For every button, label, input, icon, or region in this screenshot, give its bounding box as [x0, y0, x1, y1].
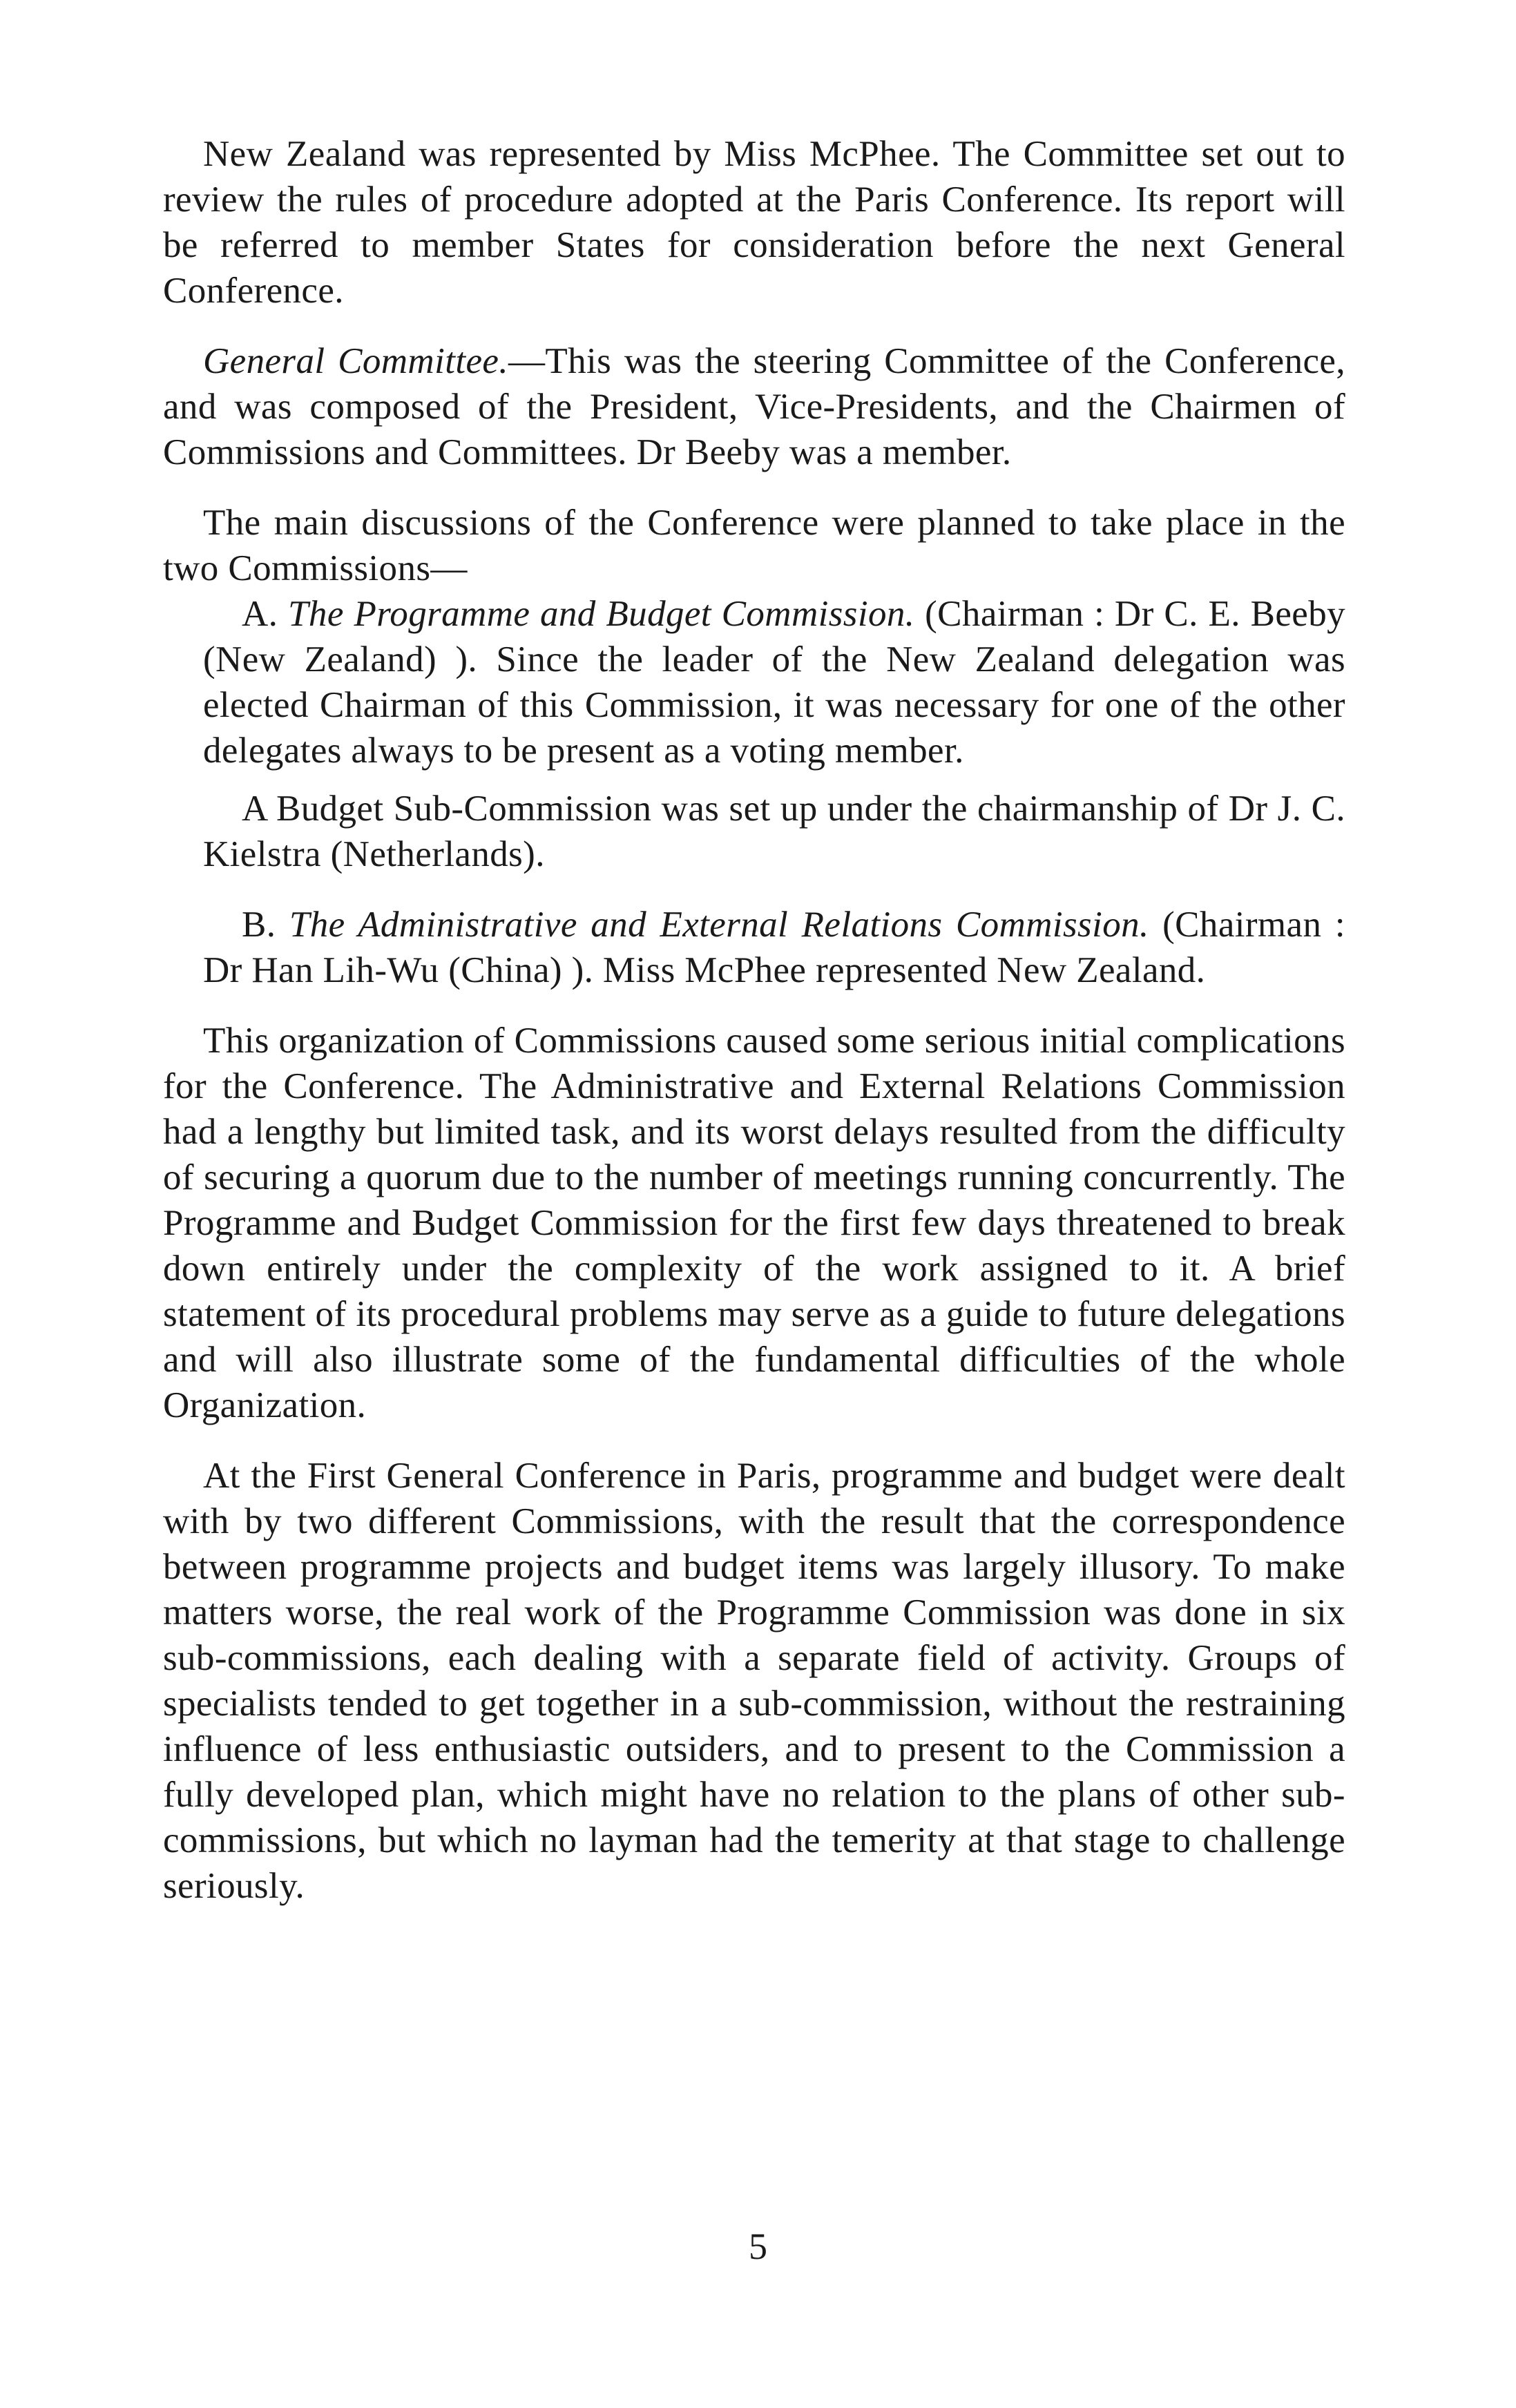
programme-commission-text: (Chairman : Dr C. E. Beeby (New Zealand) ). Since the leader of the New Zealand delegation was elected Chairman of this Commission, it was necessary for one of the other delegates always to be present as a voting member.	[203, 594, 1345, 771]
paragraph-committee-rules: New Zealand was represented by Miss McPhee. The Committee set out to review the rules of procedure adopted at the Paris Conference. Its report will be referred to member States for consideration before the next General Conference.	[163, 134, 1345, 311]
paragraph-administrative-commission	[163, 902, 1345, 993]
programme-commission-title: The Programme and Budget Commission.	[288, 594, 915, 634]
item-a-label: A.	[242, 594, 289, 634]
administrative-commission-title: The Administrative and External Relations Commission.	[289, 905, 1149, 945]
general-committee-heading: General Committee.	[203, 341, 508, 381]
paragraph-general-committee	[163, 338, 1345, 475]
general-committee-text: —This was the steering Committee of the Conference, and was composed of the President, Vice-Presidents, and the Chairmen of Commissions and Committees. Dr Beeby was a member.	[163, 341, 1345, 472]
document-page	[163, 131, 1345, 1909]
paragraph-organization-complications: This organization of Commissions caused some serious initial complications for the Conference. The Administrative and External Relations Commission had a lengthy but limited task, and its worst delays resulted from the difficulty of securing a quorum due to the number of meetings running concurrently. The Programme and Budget Commission for the first few days threatened to break down entirely under the complexity of the work assigned to it. A brief statement of its procedural problems may serve as a guide to future delegations and will also illustrate some of the fundamental difficulties of the whole Organization.	[163, 1021, 1345, 1425]
administrative-commission-text: (Chairman : Dr Han Lih-Wu (China) ). Miss McPhee represented New Zealand.	[203, 905, 1345, 990]
page-number: 5	[749, 2226, 767, 2267]
paragraph-budget-subcommission: A Budget Sub-Commission was set up under the chairmanship of Dr J. C. Kielstra (Netherlands).	[203, 789, 1345, 874]
paragraph-commissions-intro: The main discussions of the Conference were planned to take place in the two Commissions—	[163, 503, 1345, 588]
paragraph-programme-commission	[163, 591, 1345, 773]
paragraph-first-general-conference: At the First General Conference in Paris, programme and budget were dealt with by two different Commissions, with the result that the correspondence between programme projects and budget items was largely illusory. To make matters worse, the real work of the Programme Commission was done in six sub-commissions, each dealing with a separate field of activity. Groups of specialists tended to get together in a sub-commission, without the restraining influence of less enthusiastic outsiders, and to present to the Commission a fully developed plan, which might have no relation to the plans of other sub-commissions, but which no layman had the temerity at that stage to challenge seriously.	[163, 1456, 1345, 1906]
item-b-label: B.	[242, 905, 289, 945]
